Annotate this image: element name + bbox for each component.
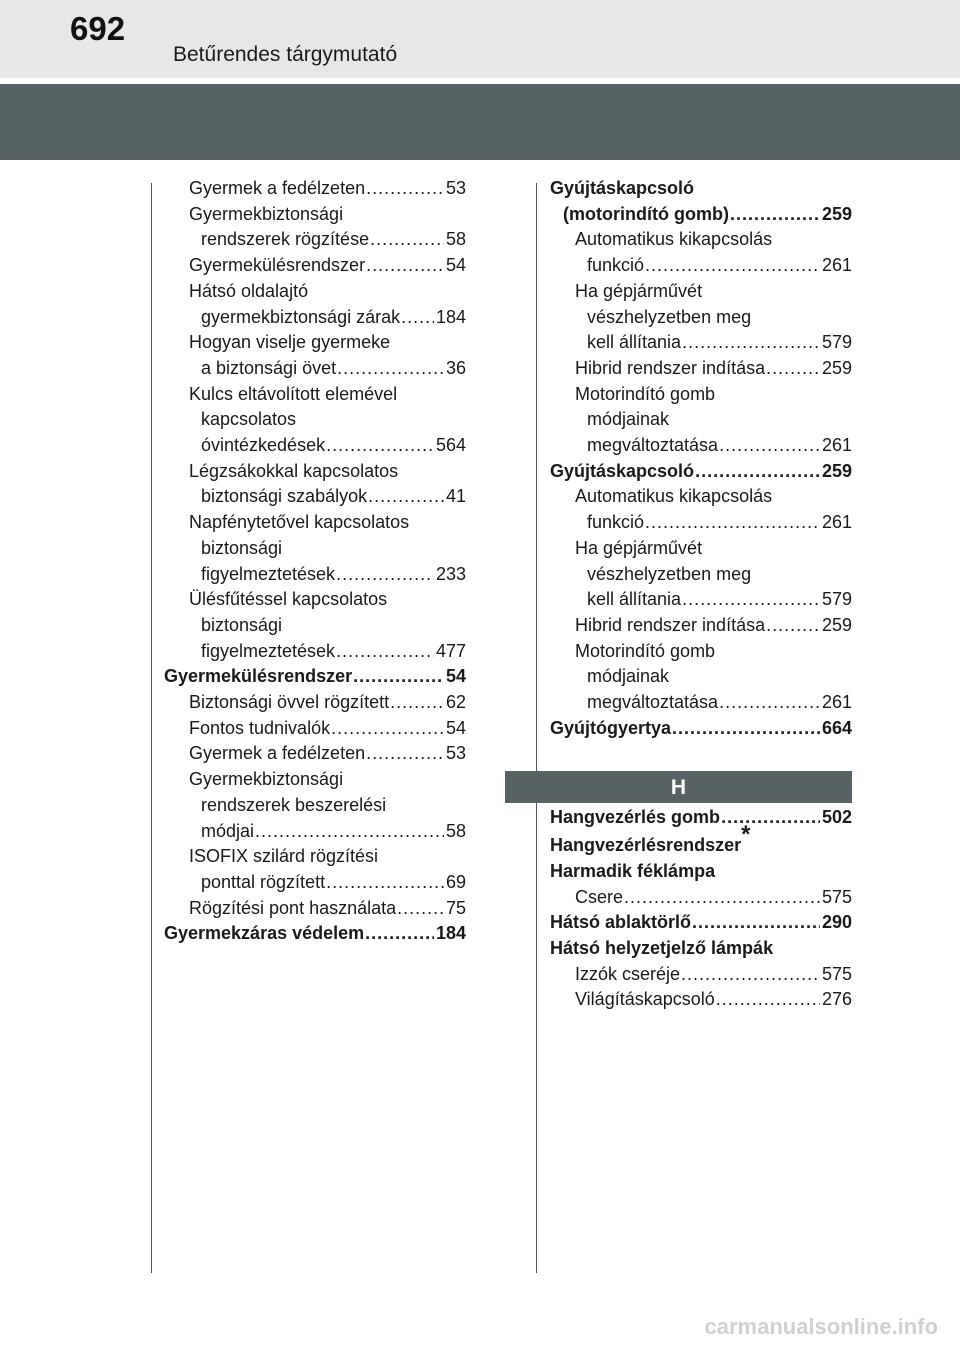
- index-entry: [164, 227, 466, 253]
- index-entry-label: Napfénytetővel kapcsolatos: [189, 512, 410, 533]
- dot-leader: [390, 690, 444, 716]
- dot-leader: [337, 356, 444, 382]
- index-entry-page: 261: [821, 692, 852, 713]
- index-entry-label: Légzsákokkal kapcsolatos: [189, 460, 399, 481]
- dot-leader: [645, 510, 820, 536]
- index-entry: [164, 536, 466, 562]
- index-entry-label: biztonsági szabályok: [201, 486, 368, 507]
- index-entry: [550, 962, 852, 988]
- index-entry-label: a biztonsági övet: [201, 357, 337, 378]
- index-entry-label: figyelmeztetések: [201, 640, 336, 661]
- index-entry-label: Gyújtógyertya: [550, 717, 672, 738]
- index-entry-page: 261: [821, 512, 852, 533]
- dot-leader: [695, 459, 820, 485]
- dot-leader: [401, 305, 434, 331]
- index-entry-label: ponttal rögzített: [201, 871, 326, 892]
- index-entry-page: 54: [445, 255, 466, 276]
- index-group-g: [550, 176, 852, 741]
- index-entry: [550, 510, 852, 536]
- page-number: 692: [70, 10, 126, 47]
- dot-leader: [326, 870, 444, 896]
- index-entry: [164, 870, 466, 896]
- index-entry-label: Hátsó ablaktörlő: [550, 912, 692, 933]
- index-entry: [164, 639, 466, 665]
- index-entry: [550, 279, 852, 305]
- header-band: [0, 84, 960, 160]
- index-entry-label: rendszerek rögzítése: [201, 229, 370, 250]
- index-entry-page: 259: [821, 614, 852, 635]
- index-entry-label: módjai: [201, 820, 255, 841]
- index-entry-page: 261: [821, 255, 852, 276]
- index-entry-label: ISOFIX szilárd rögzítési: [189, 846, 379, 867]
- index-entry-label: Hangvezérlésrendszer: [550, 835, 742, 856]
- index-entry-label: Ülésfűtéssel kapcsolatos: [189, 589, 388, 610]
- index-entry: [164, 921, 466, 947]
- index-entry: [164, 433, 466, 459]
- index-entry: [164, 562, 466, 588]
- index-entry: [164, 279, 466, 305]
- index-entry-label: Fontos tudnivalók: [189, 717, 331, 738]
- dot-leader: [336, 639, 434, 665]
- index-entry: [550, 987, 852, 1013]
- dot-leader: [336, 562, 434, 588]
- dot-leader: [692, 910, 820, 936]
- index-entry: [550, 330, 852, 356]
- index-entry: [164, 844, 466, 870]
- dot-leader: [365, 921, 434, 947]
- index-entry-label: Hangvezérlés gomb: [550, 807, 721, 828]
- index-entry-label: kell állítania: [587, 332, 682, 353]
- index-entry-label: Hogyan viselje gyermeke: [189, 332, 391, 353]
- dot-leader: [255, 819, 444, 845]
- index-entry-label: Izzók cseréje: [575, 963, 681, 984]
- index-entry: [164, 176, 466, 202]
- index-entry: [550, 613, 852, 639]
- index-entry: [164, 356, 466, 382]
- index-entry-label: Kulcs eltávolított elemével: [189, 383, 398, 404]
- index-entry-page: 69: [445, 871, 466, 892]
- index-entry-label: Gyermekzáras védelem: [164, 923, 365, 944]
- index-entry-label: Harmadik féklámpa: [550, 860, 716, 881]
- index-entry-page: 664: [821, 717, 852, 738]
- index-entry: [164, 484, 466, 510]
- index-entry: [550, 227, 852, 253]
- index-entry: [550, 176, 852, 202]
- index-entry-page: 62: [445, 692, 466, 713]
- index-entry-label: Gyújtáskapcsoló: [550, 460, 695, 481]
- index-entry-label: Rögzítési pont használata: [189, 897, 397, 918]
- index-entry: [164, 459, 466, 485]
- dot-leader: [326, 433, 434, 459]
- index-entry: [550, 885, 852, 911]
- index-entry-page: 502: [821, 807, 852, 828]
- index-entry-label: Motorindító gomb: [575, 640, 716, 661]
- top-bar: [0, 0, 960, 78]
- index-entry-label: funkció: [587, 512, 645, 533]
- index-entry-page: 477: [435, 640, 466, 661]
- dot-leader: [353, 664, 444, 690]
- index-entry-page: 579: [821, 589, 852, 610]
- index-entry: [550, 910, 852, 936]
- index-entry-page: 53: [445, 743, 466, 764]
- index-entry-label: Gyermekbiztonsági: [189, 769, 344, 790]
- index-entry-label: Hátsó helyzetjelző lámpák: [550, 937, 774, 958]
- index-entry: [164, 613, 466, 639]
- dot-leader: [719, 433, 820, 459]
- index-entry: [164, 716, 466, 742]
- index-entry-page: 58: [445, 820, 466, 841]
- index-entry: [164, 664, 466, 690]
- index-entry-label: Hibrid rendszer indítása: [575, 357, 766, 378]
- dot-leader: [730, 202, 820, 228]
- index-entry-page: 259: [821, 203, 852, 224]
- index-entry-label: kell állítania: [587, 589, 682, 610]
- index-entry-page: 54: [445, 666, 466, 687]
- index-entry: [550, 821, 852, 859]
- index-entry-label: gyermekbiztonsági zárak: [201, 306, 401, 327]
- index-entry-label: Gyermekülésrendszer: [164, 666, 353, 687]
- index-entry: [550, 407, 852, 433]
- index-entry: [550, 664, 852, 690]
- index-entry: [164, 305, 466, 331]
- dot-leader: [672, 716, 820, 742]
- index-entry-label: biztonsági: [201, 537, 283, 558]
- left-column-rule: [151, 183, 152, 1273]
- index-entry: [550, 716, 852, 742]
- index-entry: [550, 536, 852, 562]
- index-entry-label: figyelmeztetések: [201, 563, 336, 584]
- index-entry-label: Gyermek a fedélzeten: [189, 178, 366, 198]
- dot-leader: [366, 253, 444, 279]
- index-entry: [550, 587, 852, 613]
- index-entry-label: megváltoztatása: [587, 435, 719, 456]
- index-entry: [550, 459, 852, 485]
- index-entry-label: Ha gépjárművét: [575, 537, 703, 558]
- dot-leader: [368, 484, 444, 510]
- index-entry: [550, 805, 852, 831]
- dot-leader: [370, 227, 444, 253]
- index-entry: [164, 741, 466, 767]
- index-entry-label: Automatikus kikapcsolás: [575, 229, 773, 250]
- index-entry-page: 53: [445, 178, 466, 198]
- index-entry-label: Biztonsági övvel rögzített: [189, 692, 390, 713]
- index-entry: [550, 562, 852, 588]
- index-entry-label: Ha gépjárművét: [575, 280, 703, 301]
- center-column-rule: [536, 183, 537, 1273]
- index-entry: [550, 382, 852, 408]
- dot-leader: [766, 613, 820, 639]
- dot-leader: [682, 330, 820, 356]
- index-entry-label: Gyújtáskapcsoló: [550, 178, 695, 198]
- index-entry-label: Gyermekülésrendszer: [189, 255, 366, 276]
- index-entry-label: kapcsolatos: [201, 409, 297, 430]
- index-entry-page: 184: [435, 923, 466, 944]
- index-column-left: [164, 176, 466, 947]
- index-entry-label: Hátsó oldalajtó: [189, 280, 309, 301]
- index-column-right: [550, 176, 852, 1013]
- index-entry: [164, 793, 466, 819]
- index-entry: [550, 305, 852, 331]
- index-entry-label: (motorindító gomb): [563, 203, 729, 224]
- index-entry-page: 54: [445, 717, 466, 738]
- index-entry: [550, 202, 852, 228]
- index-entry: [164, 819, 466, 845]
- index-entry-label: Automatikus kikapcsolás: [575, 486, 773, 507]
- dot-leader: [366, 176, 444, 202]
- index-entry-page: 564: [435, 435, 466, 456]
- index-entry-label: Világításkapcsoló: [575, 989, 715, 1010]
- index-entry: [164, 202, 466, 228]
- dot-leader: [397, 896, 444, 922]
- footnote-asterisk: *: [741, 821, 751, 849]
- index-entry: [164, 767, 466, 793]
- index-entry: [550, 253, 852, 279]
- index-entry-page: 41: [445, 486, 466, 507]
- index-entry-page: 575: [821, 963, 852, 984]
- index-entry: [550, 690, 852, 716]
- section-letter-bar: H: [505, 771, 852, 803]
- index-entry: [550, 936, 852, 962]
- index-entry-page: 579: [821, 332, 852, 353]
- index-entry-label: rendszerek beszerelési: [201, 794, 387, 815]
- index-entry-label: módjainak: [587, 409, 670, 430]
- index-entry-label: biztonsági: [201, 614, 283, 635]
- index-entry: [550, 433, 852, 459]
- index-entry-page: 290: [821, 912, 852, 933]
- dot-leader: [681, 962, 820, 988]
- index-entry-page: 261: [821, 435, 852, 456]
- index-entry-label: vészhelyzetben meg: [587, 306, 752, 327]
- index-group-h: [550, 805, 852, 1013]
- dot-leader: [331, 716, 444, 742]
- index-entry-label: megváltoztatása: [587, 692, 719, 713]
- index-entry-label: Motorindító gomb: [575, 383, 716, 404]
- index-entry: [164, 330, 466, 356]
- index-entry-label: Csere: [575, 886, 624, 907]
- dot-leader: [645, 253, 820, 279]
- index-entry: [550, 356, 852, 382]
- index-entry-label: Gyermek a fedélzeten: [189, 743, 366, 764]
- index-entry-page: 36: [445, 357, 466, 378]
- dot-leader: [624, 885, 820, 911]
- dot-leader: [366, 741, 444, 767]
- index-entry: [164, 690, 466, 716]
- index-entry-label: vészhelyzetben meg: [587, 563, 752, 584]
- watermark: carmanualsonline.info: [704, 1314, 938, 1339]
- index-entry: [550, 859, 852, 885]
- index-entry-label: óvintézkedések: [201, 435, 326, 456]
- index-entry: [164, 382, 466, 408]
- index-entry-page: 276: [821, 989, 852, 1010]
- index-entry-page: 75: [445, 897, 466, 918]
- index-entry-page: 58: [445, 229, 466, 250]
- index-entry-page: 259: [821, 357, 852, 378]
- index-entry-page: 184: [435, 306, 466, 327]
- index-entry-label: módjainak: [587, 666, 670, 687]
- index-entry: [550, 639, 852, 665]
- index-entry-label: Hibrid rendszer indítása: [575, 614, 766, 635]
- index-entry: [164, 510, 466, 536]
- dot-leader: [721, 805, 820, 831]
- index-entry: [164, 896, 466, 922]
- dot-leader: [716, 987, 820, 1013]
- dot-leader: [719, 690, 820, 716]
- index-entry: [164, 253, 466, 279]
- index-entry-page: 259: [821, 460, 852, 481]
- index-entry: [164, 407, 466, 433]
- index-entry-label: Gyermekbiztonsági: [189, 203, 344, 224]
- index-entry-page: 233: [435, 563, 466, 584]
- index-entry-label: funkció: [587, 255, 645, 276]
- dot-leader: [682, 587, 820, 613]
- index-entry-page: 575: [821, 886, 852, 907]
- index-entry: [550, 484, 852, 510]
- dot-leader: [766, 356, 820, 382]
- index-entry: [164, 587, 466, 613]
- page-title: Betűrendes tárgymutató: [173, 43, 398, 66]
